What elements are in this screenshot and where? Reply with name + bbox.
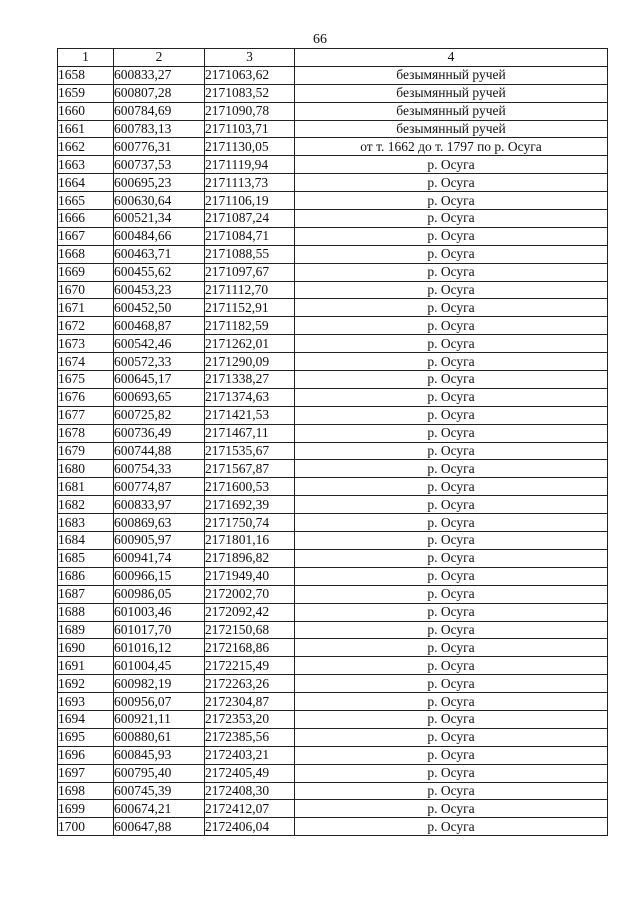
- description-cell: р. Осуга: [295, 532, 608, 550]
- description-cell: р. Осуга: [295, 371, 608, 389]
- x-coordinate-cell: 600966,15: [114, 567, 205, 585]
- description-cell: р. Осуга: [295, 496, 608, 514]
- point-number-cell: 1696: [58, 746, 114, 764]
- table-row: [58, 478, 608, 496]
- y-coordinate-cell: 2172353,20: [205, 710, 295, 728]
- table-row: [58, 746, 608, 764]
- y-coordinate-cell: 2172412,07: [205, 800, 295, 818]
- x-coordinate-cell: 600833,27: [114, 66, 205, 84]
- description-cell: р. Осуга: [295, 388, 608, 406]
- y-coordinate-cell: 2171112,70: [205, 281, 295, 299]
- table-row: [58, 317, 608, 335]
- point-number-cell: 1698: [58, 782, 114, 800]
- table-row: [58, 639, 608, 657]
- x-coordinate-cell: 600725,82: [114, 406, 205, 424]
- y-coordinate-cell: 2172263,26: [205, 675, 295, 693]
- point-number-cell: 1673: [58, 335, 114, 353]
- x-coordinate-cell: 600452,50: [114, 299, 205, 317]
- description-cell: р. Осуга: [295, 156, 608, 174]
- point-number-cell: 1663: [58, 156, 114, 174]
- point-number-cell: 1688: [58, 603, 114, 621]
- x-coordinate-cell: 600845,93: [114, 746, 205, 764]
- y-coordinate-cell: 2171103,71: [205, 120, 295, 138]
- y-coordinate-cell: 2172408,30: [205, 782, 295, 800]
- description-cell: р. Осуга: [295, 603, 608, 621]
- y-coordinate-cell: 2172304,87: [205, 693, 295, 711]
- point-number-cell: 1695: [58, 728, 114, 746]
- point-number-cell: 1679: [58, 442, 114, 460]
- y-coordinate-cell: 2172150,68: [205, 621, 295, 639]
- y-coordinate-cell: 2171090,78: [205, 102, 295, 120]
- table-row: [58, 710, 608, 728]
- table-row: [58, 567, 608, 585]
- table-row: [58, 728, 608, 746]
- description-cell: р. Осуга: [295, 728, 608, 746]
- column-header-y-coordinate: 3: [205, 49, 295, 67]
- table-row: [58, 460, 608, 478]
- description-cell: р. Осуга: [295, 299, 608, 317]
- description-cell: р. Осуга: [295, 639, 608, 657]
- description-cell: р. Осуга: [295, 263, 608, 281]
- coordinates-table: [57, 48, 608, 836]
- x-coordinate-cell: 600484,66: [114, 227, 205, 245]
- y-coordinate-cell: 2171567,87: [205, 460, 295, 478]
- description-cell: р. Осуга: [295, 549, 608, 567]
- description-cell: р. Осуга: [295, 621, 608, 639]
- x-coordinate-cell: 600572,33: [114, 353, 205, 371]
- description-cell: р. Осуга: [295, 210, 608, 228]
- y-coordinate-cell: 2172092,42: [205, 603, 295, 621]
- table-row: [58, 353, 608, 371]
- point-number-cell: 1670: [58, 281, 114, 299]
- column-header-x-coordinate: 2: [114, 49, 205, 67]
- description-cell: безымянный ручей: [295, 102, 608, 120]
- point-number-cell: 1685: [58, 549, 114, 567]
- table-body: [58, 66, 608, 835]
- x-coordinate-cell: 600956,07: [114, 693, 205, 711]
- point-number-cell: 1681: [58, 478, 114, 496]
- point-number-cell: 1665: [58, 192, 114, 210]
- y-coordinate-cell: 2171063,62: [205, 66, 295, 84]
- table-row: [58, 102, 608, 120]
- description-cell: р. Осуга: [295, 424, 608, 442]
- description-cell: р. Осуга: [295, 317, 608, 335]
- y-coordinate-cell: 2171113,73: [205, 174, 295, 192]
- y-coordinate-cell: 2171421,53: [205, 406, 295, 424]
- description-cell: р. Осуга: [295, 818, 608, 836]
- table-row: [58, 174, 608, 192]
- table-row: [58, 245, 608, 263]
- table-row: [58, 66, 608, 84]
- point-number-cell: 1664: [58, 174, 114, 192]
- table-row: [58, 514, 608, 532]
- y-coordinate-cell: 2172403,21: [205, 746, 295, 764]
- y-coordinate-cell: 2171182,59: [205, 317, 295, 335]
- y-coordinate-cell: 2171692,39: [205, 496, 295, 514]
- x-coordinate-cell: 600880,61: [114, 728, 205, 746]
- y-coordinate-cell: 2172406,04: [205, 818, 295, 836]
- point-number-cell: 1682: [58, 496, 114, 514]
- description-cell: безымянный ручей: [295, 120, 608, 138]
- point-number-cell: 1686: [58, 567, 114, 585]
- table-row: [58, 764, 608, 782]
- point-number-cell: 1678: [58, 424, 114, 442]
- description-cell: р. Осуга: [295, 675, 608, 693]
- table-row: [58, 549, 608, 567]
- y-coordinate-cell: 2171262,01: [205, 335, 295, 353]
- y-coordinate-cell: 2171290,09: [205, 353, 295, 371]
- table-row: [58, 388, 608, 406]
- y-coordinate-cell: 2171750,74: [205, 514, 295, 532]
- table-row: [58, 818, 608, 836]
- point-number-cell: 1699: [58, 800, 114, 818]
- table-row: [58, 371, 608, 389]
- table-row: [58, 156, 608, 174]
- x-coordinate-cell: 600905,97: [114, 532, 205, 550]
- point-number-cell: 1689: [58, 621, 114, 639]
- point-number-cell: 1683: [58, 514, 114, 532]
- description-cell: р. Осуга: [295, 567, 608, 585]
- point-number-cell: 1667: [58, 227, 114, 245]
- x-coordinate-cell: 600645,17: [114, 371, 205, 389]
- x-coordinate-cell: 600695,23: [114, 174, 205, 192]
- description-cell: р. Осуга: [295, 227, 608, 245]
- y-coordinate-cell: 2172168,86: [205, 639, 295, 657]
- description-cell: р. Осуга: [295, 460, 608, 478]
- point-number-cell: 1684: [58, 532, 114, 550]
- table-row: [58, 442, 608, 460]
- y-coordinate-cell: 2171152,91: [205, 299, 295, 317]
- y-coordinate-cell: 2171119,94: [205, 156, 295, 174]
- description-cell: безымянный ручей: [295, 66, 608, 84]
- y-coordinate-cell: 2171083,52: [205, 84, 295, 102]
- description-cell: р. Осуга: [295, 478, 608, 496]
- y-coordinate-cell: 2171097,67: [205, 263, 295, 281]
- x-coordinate-cell: 600783,13: [114, 120, 205, 138]
- table-row: [58, 299, 608, 317]
- table-row: [58, 621, 608, 639]
- description-cell: р. Осуга: [295, 514, 608, 532]
- table-row: [58, 585, 608, 603]
- point-number-cell: 1690: [58, 639, 114, 657]
- point-number-cell: 1675: [58, 371, 114, 389]
- point-number-cell: 1660: [58, 102, 114, 120]
- point-number-cell: 1692: [58, 675, 114, 693]
- y-coordinate-cell: 2171535,67: [205, 442, 295, 460]
- x-coordinate-cell: 600833,97: [114, 496, 205, 514]
- description-cell: р. Осуга: [295, 800, 608, 818]
- x-coordinate-cell: 600986,05: [114, 585, 205, 603]
- table-row: [58, 192, 608, 210]
- description-cell: р. Осуга: [295, 746, 608, 764]
- column-header-point-number: 1: [58, 49, 114, 67]
- point-number-cell: 1694: [58, 710, 114, 728]
- description-cell: р. Осуга: [295, 353, 608, 371]
- point-number-cell: 1671: [58, 299, 114, 317]
- description-cell: р. Осуга: [295, 192, 608, 210]
- point-number-cell: 1668: [58, 245, 114, 263]
- y-coordinate-cell: 2171338,27: [205, 371, 295, 389]
- table-row: [58, 120, 608, 138]
- table-row: [58, 532, 608, 550]
- x-coordinate-cell: 600647,88: [114, 818, 205, 836]
- table-row: [58, 84, 608, 102]
- description-cell: р. Осуга: [295, 657, 608, 675]
- description-cell: р. Осуга: [295, 782, 608, 800]
- table-row: [58, 675, 608, 693]
- x-coordinate-cell: 600745,39: [114, 782, 205, 800]
- x-coordinate-cell: 600784,69: [114, 102, 205, 120]
- table-row: [58, 496, 608, 514]
- x-coordinate-cell: 600869,63: [114, 514, 205, 532]
- y-coordinate-cell: 2171130,05: [205, 138, 295, 156]
- description-cell: р. Осуга: [295, 693, 608, 711]
- header-row: [58, 49, 608, 67]
- description-cell: р. Осуга: [295, 442, 608, 460]
- description-cell: от т. 1662 до т. 1797 по р. Осуга: [295, 138, 608, 156]
- point-number-cell: 1691: [58, 657, 114, 675]
- x-coordinate-cell: 600468,87: [114, 317, 205, 335]
- point-number-cell: 1693: [58, 693, 114, 711]
- x-coordinate-cell: 600463,71: [114, 245, 205, 263]
- x-coordinate-cell: 600736,49: [114, 424, 205, 442]
- y-coordinate-cell: 2171896,82: [205, 549, 295, 567]
- description-cell: р. Осуга: [295, 710, 608, 728]
- table-row: [58, 335, 608, 353]
- point-number-cell: 1680: [58, 460, 114, 478]
- y-coordinate-cell: 2171106,19: [205, 192, 295, 210]
- point-number-cell: 1659: [58, 84, 114, 102]
- y-coordinate-cell: 2171801,16: [205, 532, 295, 550]
- table-row: [58, 281, 608, 299]
- y-coordinate-cell: 2171084,71: [205, 227, 295, 245]
- x-coordinate-cell: 600542,46: [114, 335, 205, 353]
- table-row: [58, 263, 608, 281]
- description-cell: р. Осуга: [295, 335, 608, 353]
- point-number-cell: 1674: [58, 353, 114, 371]
- table-row: [58, 424, 608, 442]
- point-number-cell: 1662: [58, 138, 114, 156]
- table-row: [58, 782, 608, 800]
- y-coordinate-cell: 2171088,55: [205, 245, 295, 263]
- table-row: [58, 800, 608, 818]
- point-number-cell: 1687: [58, 585, 114, 603]
- description-cell: безымянный ручей: [295, 84, 608, 102]
- x-coordinate-cell: 601016,12: [114, 639, 205, 657]
- table-row: [58, 406, 608, 424]
- point-number-cell: 1677: [58, 406, 114, 424]
- y-coordinate-cell: 2171467,11: [205, 424, 295, 442]
- description-cell: р. Осуга: [295, 245, 608, 263]
- x-coordinate-cell: 600754,33: [114, 460, 205, 478]
- x-coordinate-cell: 601004,45: [114, 657, 205, 675]
- x-coordinate-cell: 600807,28: [114, 84, 205, 102]
- x-coordinate-cell: 600521,34: [114, 210, 205, 228]
- x-coordinate-cell: 600941,74: [114, 549, 205, 567]
- point-number-cell: 1669: [58, 263, 114, 281]
- y-coordinate-cell: 2171949,40: [205, 567, 295, 585]
- page-number: 66: [313, 32, 327, 47]
- point-number-cell: 1666: [58, 210, 114, 228]
- x-coordinate-cell: 601017,70: [114, 621, 205, 639]
- x-coordinate-cell: 600737,53: [114, 156, 205, 174]
- x-coordinate-cell: 600674,21: [114, 800, 205, 818]
- point-number-cell: 1676: [58, 388, 114, 406]
- y-coordinate-cell: 2171087,24: [205, 210, 295, 228]
- y-coordinate-cell: 2172385,56: [205, 728, 295, 746]
- x-coordinate-cell: 600693,65: [114, 388, 205, 406]
- y-coordinate-cell: 2172002,70: [205, 585, 295, 603]
- y-coordinate-cell: 2171600,53: [205, 478, 295, 496]
- point-number-cell: 1672: [58, 317, 114, 335]
- y-coordinate-cell: 2171374,63: [205, 388, 295, 406]
- description-cell: р. Осуга: [295, 764, 608, 782]
- table-row: [58, 227, 608, 245]
- point-number-cell: 1658: [58, 66, 114, 84]
- point-number-cell: 1697: [58, 764, 114, 782]
- y-coordinate-cell: 2172215,49: [205, 657, 295, 675]
- x-coordinate-cell: 600630,64: [114, 192, 205, 210]
- x-coordinate-cell: 600774,87: [114, 478, 205, 496]
- x-coordinate-cell: 600982,19: [114, 675, 205, 693]
- x-coordinate-cell: 600795,40: [114, 764, 205, 782]
- x-coordinate-cell: 600455,62: [114, 263, 205, 281]
- y-coordinate-cell: 2172405,49: [205, 764, 295, 782]
- table-header: [58, 49, 608, 67]
- point-number-cell: 1700: [58, 818, 114, 836]
- point-number-cell: 1661: [58, 120, 114, 138]
- description-cell: р. Осуга: [295, 406, 608, 424]
- x-coordinate-cell: 600453,23: [114, 281, 205, 299]
- x-coordinate-cell: 601003,46: [114, 603, 205, 621]
- table-row: [58, 657, 608, 675]
- column-header-description: 4: [295, 49, 608, 67]
- table-row: [58, 210, 608, 228]
- table-row: [58, 603, 608, 621]
- x-coordinate-cell: 600776,31: [114, 138, 205, 156]
- x-coordinate-cell: 600921,11: [114, 710, 205, 728]
- description-cell: р. Осуга: [295, 174, 608, 192]
- description-cell: р. Осуга: [295, 281, 608, 299]
- table-row: [58, 693, 608, 711]
- table-row: [58, 138, 608, 156]
- x-coordinate-cell: 600744,88: [114, 442, 205, 460]
- description-cell: р. Осуга: [295, 585, 608, 603]
